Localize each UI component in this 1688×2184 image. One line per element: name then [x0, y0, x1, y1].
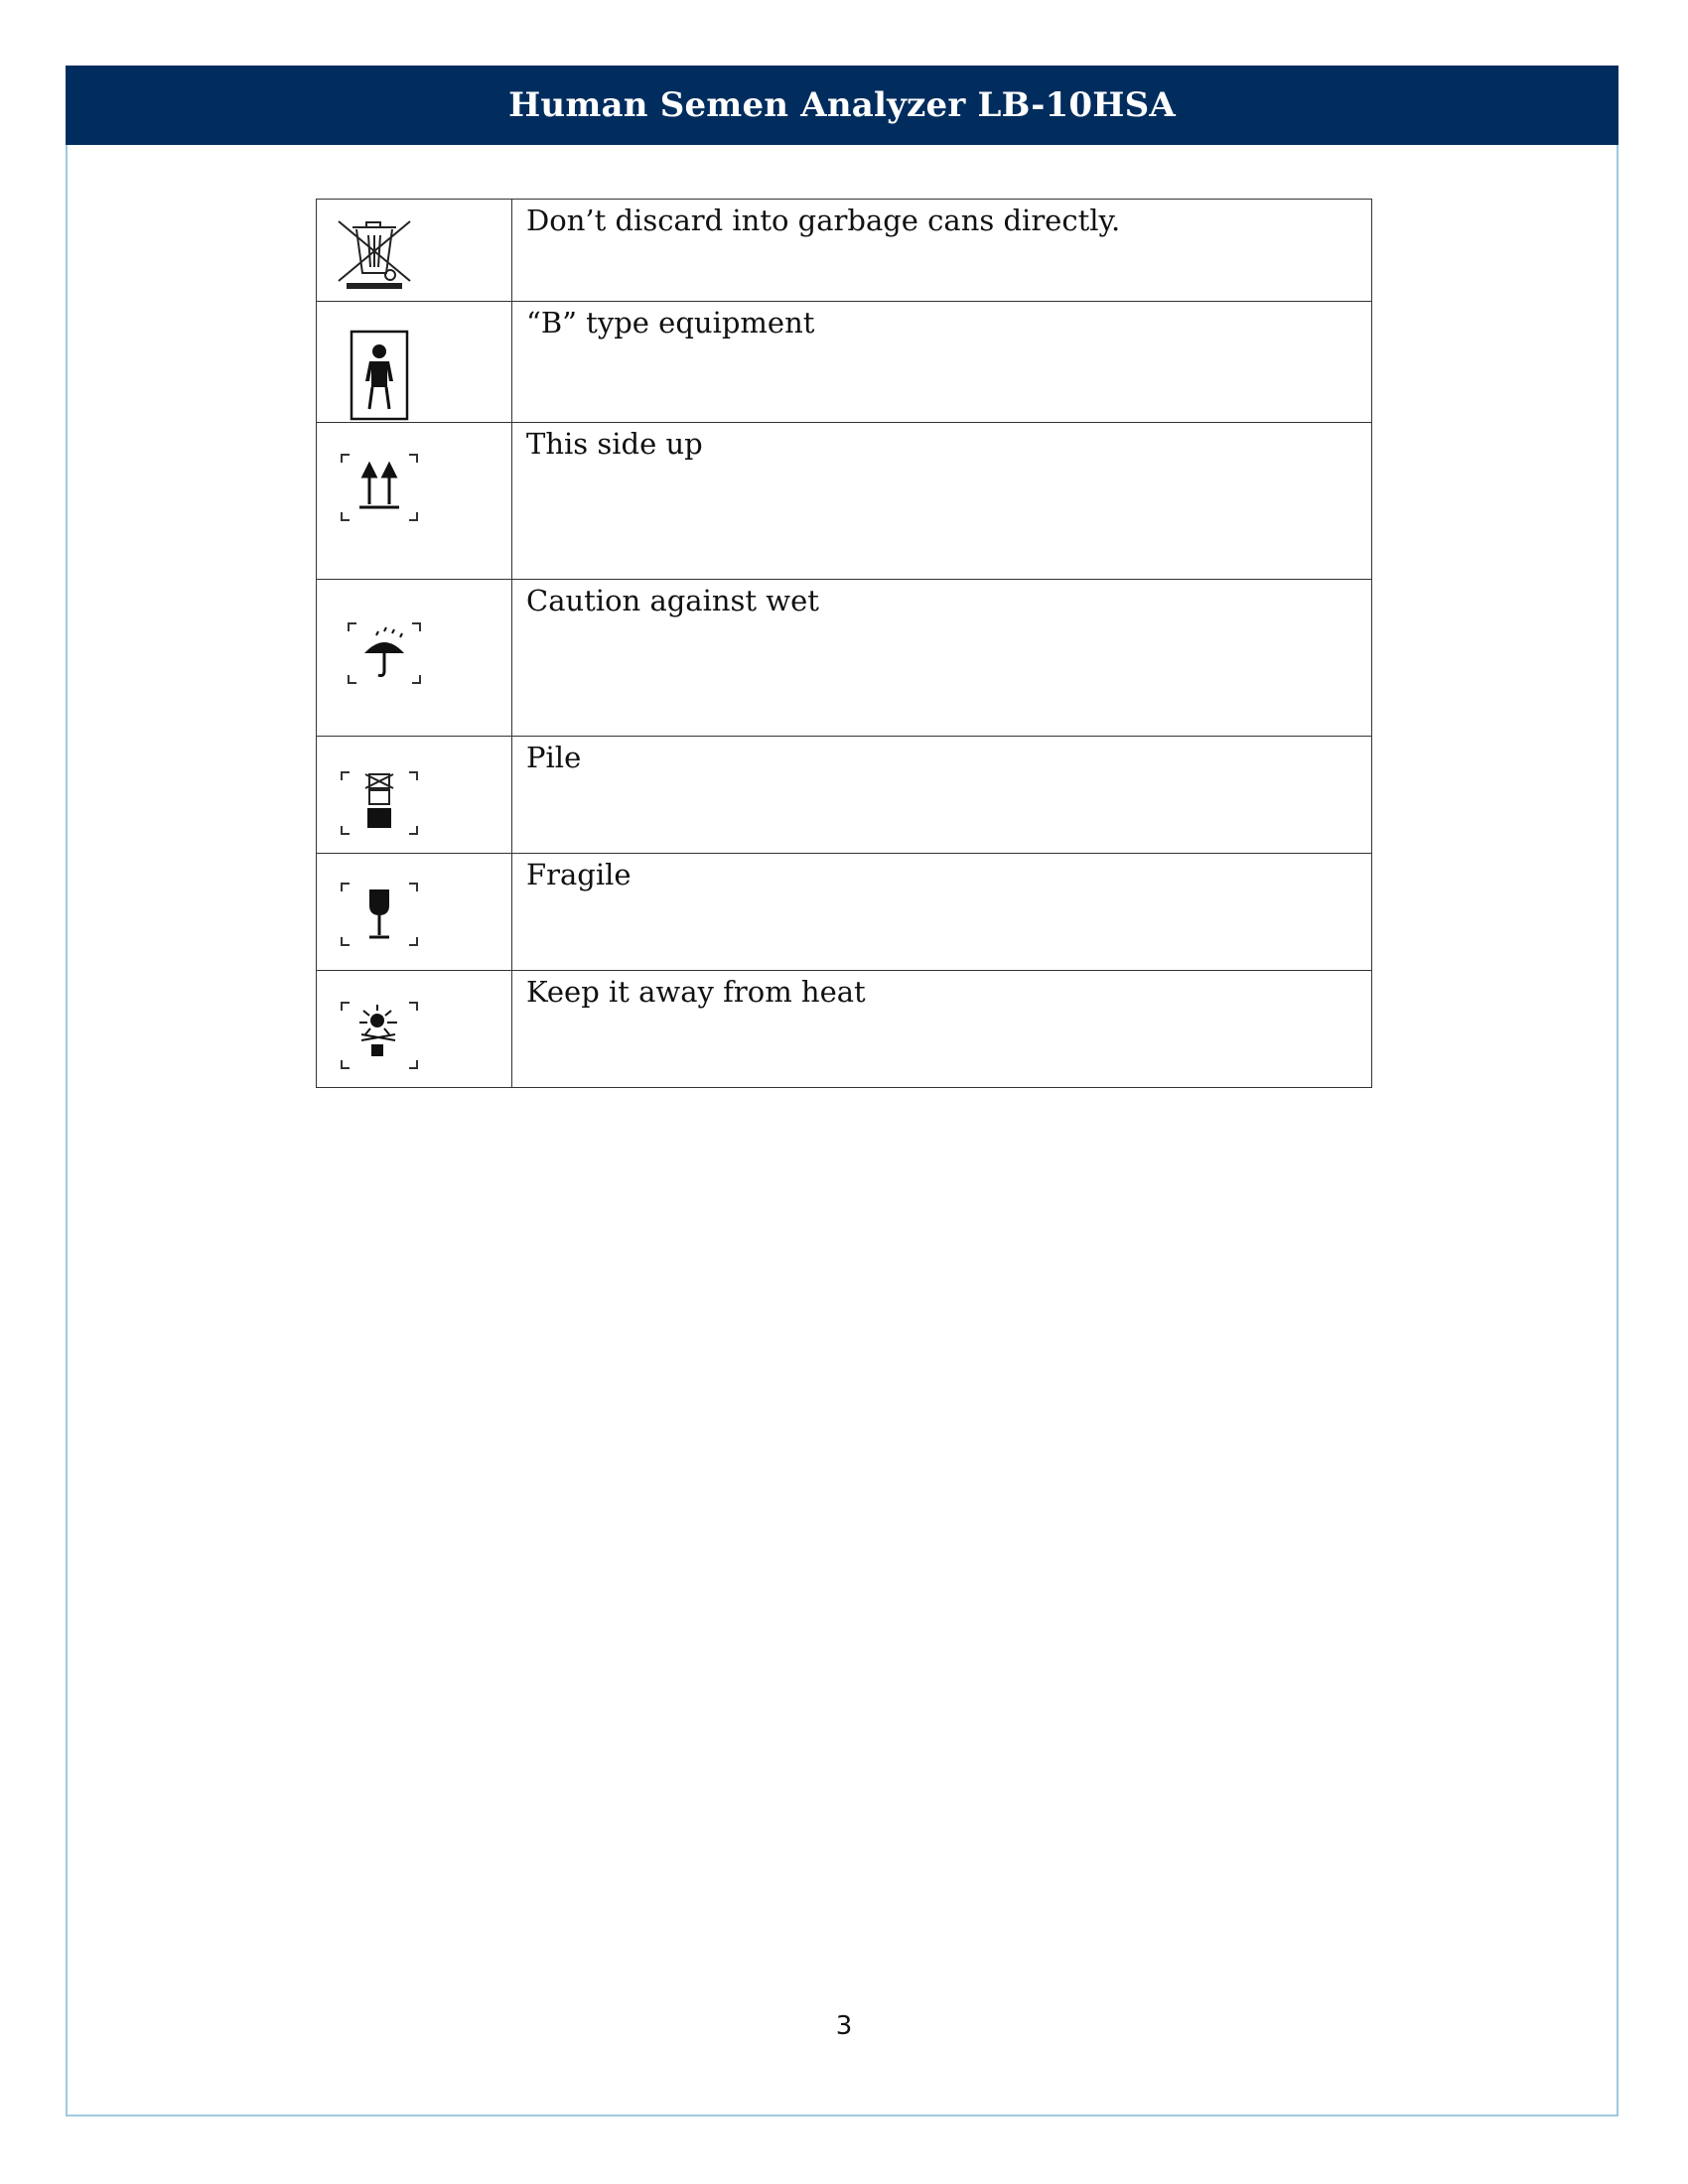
table-row — [317, 302, 1372, 423]
page-number: 3 — [835, 2011, 853, 2041]
sun-heat-icon — [340, 1001, 419, 1070]
symbol-description: Don’t discard into garbage cans directly. — [512, 200, 1372, 302]
icon-cell — [317, 580, 512, 737]
this-side-up-icon — [340, 453, 419, 522]
table-row — [317, 580, 1372, 737]
umbrella-rain-icon — [347, 621, 426, 685]
stack-limit-icon — [340, 770, 419, 836]
icon-cell — [317, 200, 512, 302]
symbol-description: Pile — [512, 737, 1372, 854]
type-b-body-icon — [350, 330, 409, 421]
icon-cell — [317, 302, 512, 423]
crossed-out-bin-icon — [331, 217, 420, 297]
icon-cell — [317, 854, 512, 971]
table-row — [317, 737, 1372, 854]
icon-cell — [317, 971, 512, 1088]
symbol-description: Fragile — [512, 854, 1372, 971]
icon-cell — [317, 423, 512, 580]
symbol-description: Caution against wet — [512, 580, 1372, 737]
symbol-description: “B” type equipment — [512, 302, 1372, 423]
table-row — [317, 200, 1372, 302]
wine-glass-icon — [340, 882, 419, 947]
symbol-description: This side up — [512, 423, 1372, 580]
symbol-table — [316, 199, 1372, 1088]
table-row — [317, 854, 1372, 971]
table-row — [317, 971, 1372, 1088]
symbol-description: Keep it away from heat — [512, 971, 1372, 1088]
document-title: Human Semen Analyzer LB-10HSA — [508, 85, 1176, 125]
table-row — [317, 423, 1372, 580]
icon-cell — [317, 737, 512, 854]
header-band — [66, 66, 1618, 145]
